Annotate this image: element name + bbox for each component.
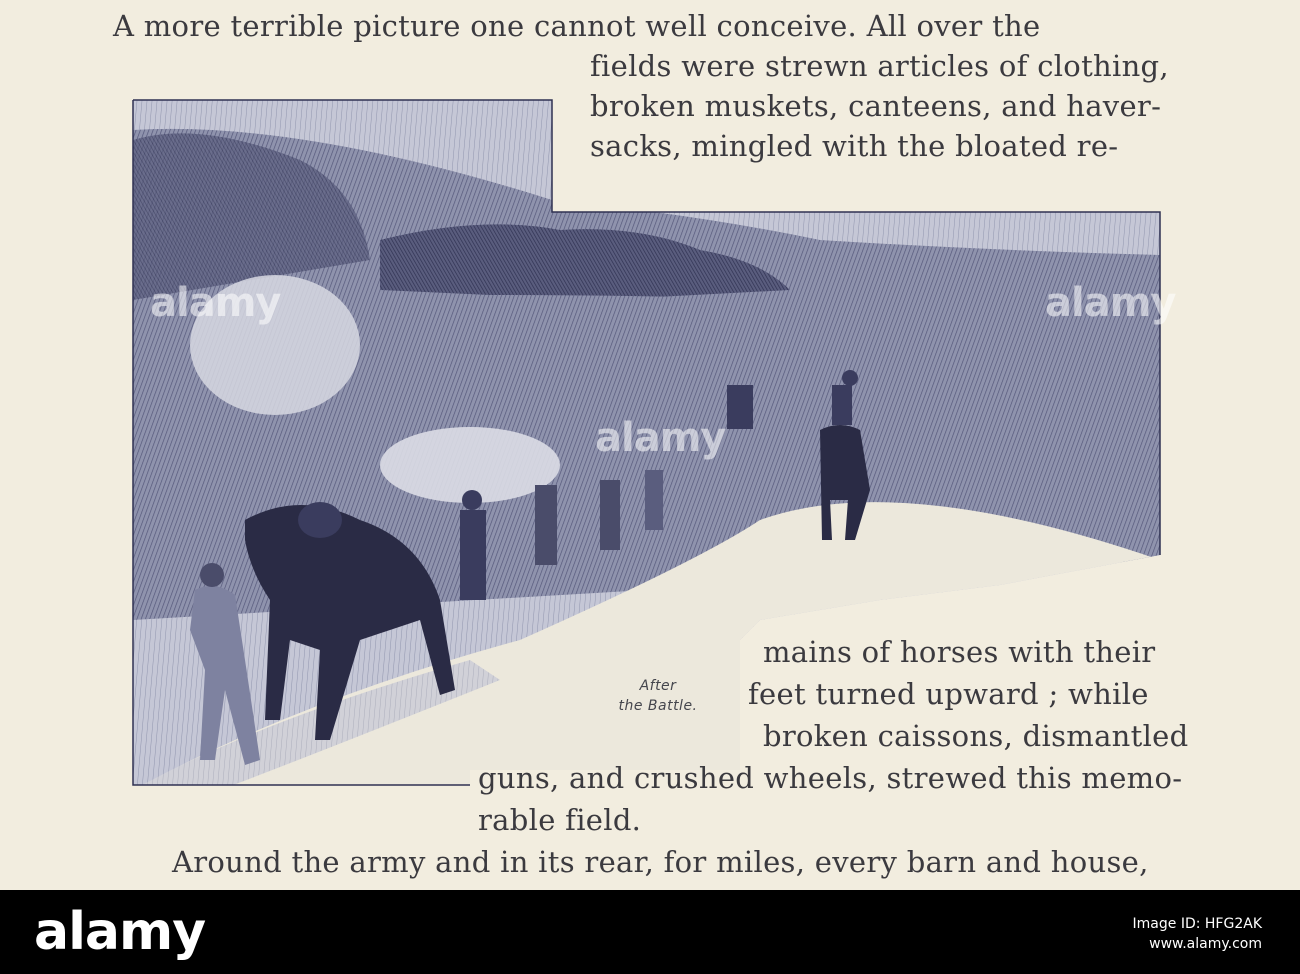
site-url: www.alamy.com [1149,936,1262,952]
image-id-label: Image ID: HFG2AK [1132,916,1262,932]
text-line-2: fields were strewn articles of clothing, [590,49,1169,83]
image-id-block [1133,914,1262,954]
alamy-logo: alamy [34,902,206,962]
caption-line-1: After [639,678,677,694]
text-line-1: A more terrible picture one cannot well conceive. All over the [113,9,1041,43]
watermark-center: alamy [595,415,726,461]
text-line-9: rable field. [478,803,642,837]
text-line-3: broken muskets, canteens, and haver- [590,89,1162,123]
caption-line-2: the Battle. [618,698,698,714]
text-line-10: Around the army and in its rear, for miles, every barn and house, [172,845,1149,879]
text-line-8: guns, and crushed wheels, strewed this memo- [478,761,1183,795]
text-line-5: mains of horses with their [763,635,1156,669]
text-line-6: feet turned upward ; while [748,677,1149,711]
text-line-7: broken caissons, dismantled [763,719,1189,753]
watermark-left: alamy [150,280,281,326]
stock-footer-bar [0,890,1300,974]
text-line-4: sacks, mingled with the bloated re- [590,129,1119,163]
illustration-caption [596,676,720,716]
watermark-right: alamy [1045,280,1176,326]
